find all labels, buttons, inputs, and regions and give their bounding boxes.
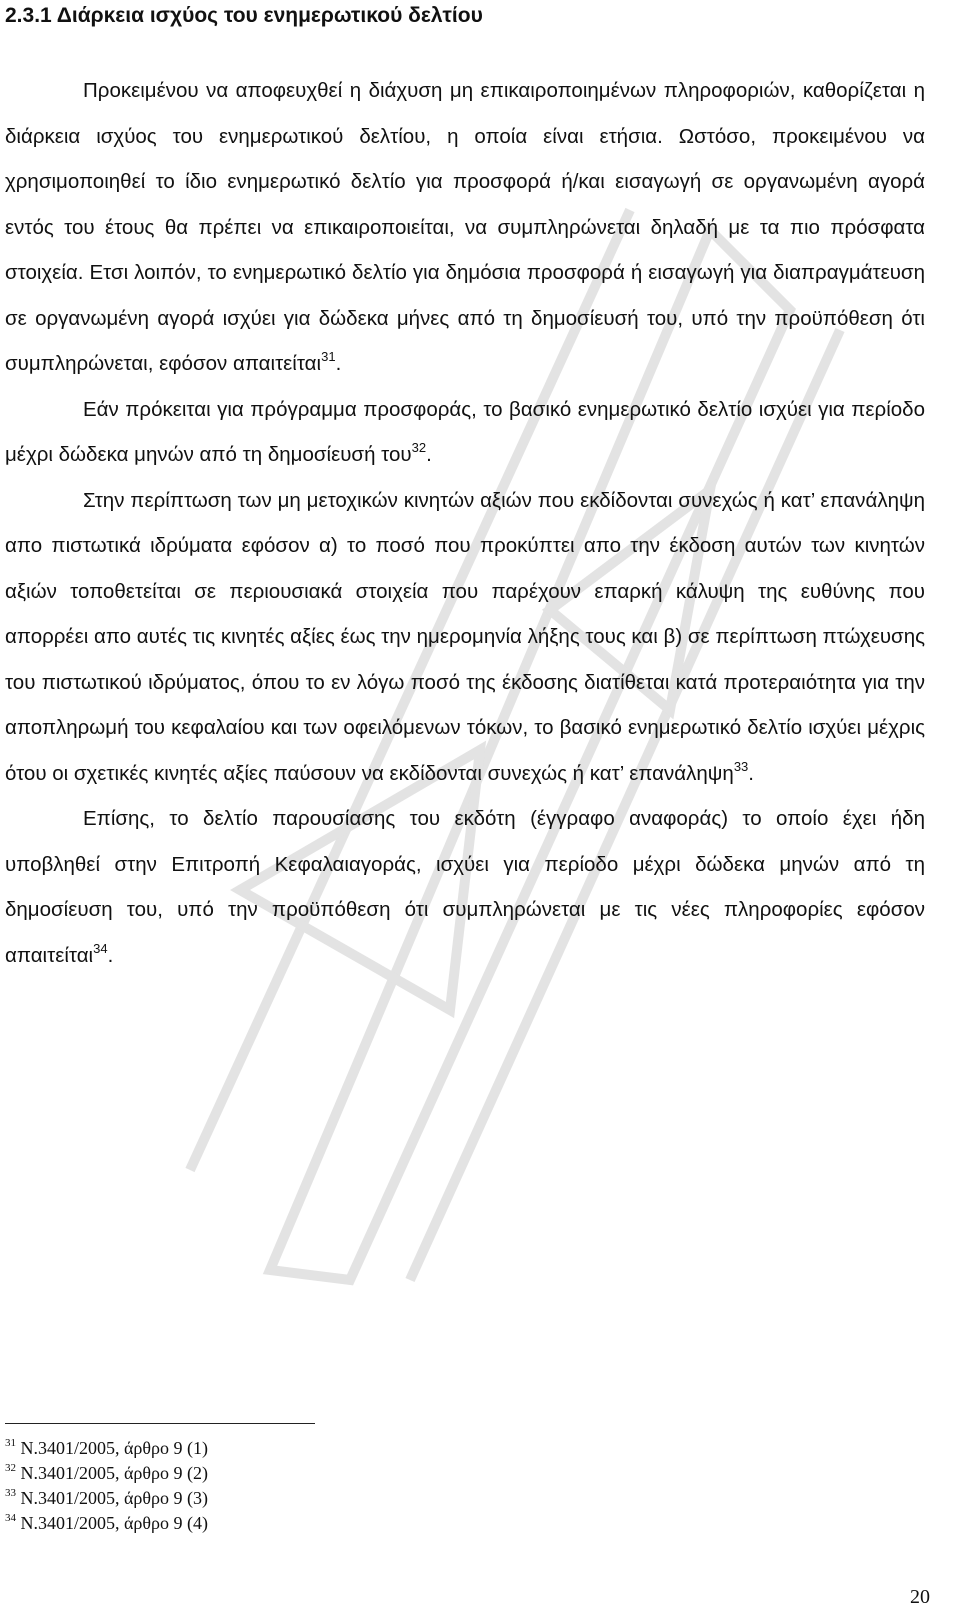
paragraph: Εάν πρόκειται για πρόγραμμα προσφοράς, το βασικό ενημερωτικό δελτίο ισχύει για περίοδο μέχρι δώδεκα μηνών από τη δημοσίευσή του$^{32}$.	[5, 397, 925, 466]
footnote	[5, 1436, 208, 1461]
section-title: 2.3.1 Διάρκεια ισχύος του ενημερωτικού δελτίου	[5, 4, 483, 27]
paragraph: Στην περίπτωση των μη μετοχικών κινητών αξιών που εκδίδονται συνεχώς ή κατ’ επανάληψη απο πιστωτικά ιδρύματα εφόσον α) το ποσό που προκύπτει απο την έκδοση αυτών των κινητών αξιών τοποθετείται σε περιουσιακά στοιχεία που παρέχουν επαρκή κάλυψη της ευθύνης που απορρέει απο αυτές τις κινητές αξίες έως την ημερομηνία λήξης τους και β) σε περίπτωση πτώχευσης του πιστωτικού ιδρύματος, όπου το εν λόγω ποσό της έκδοσης διατίθεται κατά προτεραιότητα για την αποπληρωμή του κεφαλαίου και των οφειλόμενων τόκων, το βασικό ενημερωτικό δελτίο ισχύει μέχρις ότου οι σχετικές κινητές αξίες παύσουν να εκδίδονται συνεχώς ή κατ’ επανάληψη$^{33}$.	[5, 488, 925, 785]
footnote-ref[interactable]: 34	[93, 940, 108, 956]
footnote-ref[interactable]: 32	[411, 440, 427, 455]
footnote	[5, 1486, 208, 1511]
footnotes	[5, 1436, 208, 1536]
footnote	[5, 1511, 208, 1536]
footnote-number: 33	[5, 1487, 16, 1499]
paragraph: Επίσης, το δελτίο παρουσίασης του εκδότη (έγγραφο αναφοράς) το οποίο έχει ήδη υποβληθεί στην Επιτροπή Κεφαλαιαγοράς, ισχύει για περίοδο μέχρι δώδεκα μηνών από τη δημοσίευση του, υπό την προϋπόθεση ότι συμπληρώνεται με τις νέες πληροφορίες εφόσον απαιτείται$^{34}$.	[5, 807, 925, 967]
paragraph-text: Επίσης, το δελτίο παρουσίασης του εκδότη (έγγραφο αναφοράς) το οποίο έχει ήδη υποβληθεί στην Επιτροπή Κεφαλαιαγοράς, ισχύει για περίοδο μέχρι δώδεκα μηνών από τη δημοσίευση του, υπό την προϋπόθεση ότι συμπληρώνεται με τις νέες πληροφορίες εφόσον απαιτείται	[5, 807, 925, 967]
footnote-text: Ν.3401/2005, άρθρο 9 (2)	[20, 1463, 209, 1483]
footnote-text: Ν.3401/2005, άρθρο 9 (1)	[20, 1438, 209, 1458]
paragraph-text: Στην περίπτωση των μη μετοχικών κινητών αξιών που εκδίδονται συνεχώς ή κατ’ επανάληψη απο πιστωτικά ιδρύματα εφόσον α) το ποσό που προκύπτει απο την έκδοση αυτών των κινητών αξιών τοποθετείται σε περιουσιακά στοιχεία που παρέχουν επαρκή κάλυψη της ευθύνης που απορρέει απο αυτές τις κινητές αξίες έως την ημερομηνία λήξης τους και β) σε περίπτωση πτώχευσης του πιστωτικού ιδρύματος, όπου το εν λόγω ποσό της έκδοσης διατίθεται κατά προτεραιότητα για την αποπληρωμή του κεφαλαίου και των οφειλόμενων τόκων, το βασικό ενημερωτικό δελτίο ισχύει μέχρις ότου οι σχετικές κινητές αξίες παύσουν να εκδίδονται συνεχώς ή κατ’ επανάληψη	[5, 488, 925, 785]
footnote-divider	[5, 1423, 315, 1424]
footnote-ref[interactable]: 33	[733, 758, 749, 774]
footnote-number: 31	[5, 1437, 16, 1449]
footnote-text: Ν.3401/2005, άρθρο 9 (3)	[20, 1488, 209, 1508]
paragraph-text: Εάν πρόκειται για πρόγραμμα προσφοράς, το βασικό ενημερωτικό δελτίο ισχύει για περίοδο μέχρι δώδεκα μηνών από τη δημοσίευσή του	[5, 397, 925, 466]
paragraph: Προκειμένου να αποφευχθεί η διάχυση μη επικαιροποιημένων πληροφοριών, καθορίζεται η διάρκεια ισχύος του ενημερωτικού δελτίου, η οποία είναι ετήσια. Ωστόσο, προκειμένου να χρησιμοποιηθεί το ίδιο ενημερωτικό δελτίο για προσφορά ή/και εισαγωγή σε οργανωμένη αγορά εντός του έτους θα πρέπει να επικαιροποιείται, να συμπληρώνεται δηλαδή με τα πιο πρόσφατα στοιχεία. Ετσι λοιπόν, το ενημερωτικό δελτίο για δημόσια προσφορά ή εισαγωγή για διαπραγμάτευση σε οργανωμένη αγορά ισχύει για δώδεκα μήνες από τη δημοσίευσή του, υπό την προϋπόθεση ότι συμπληρώνεται, εφόσον απαιτείται$^{31}$.	[5, 79, 925, 375]
page-number: 20	[910, 1586, 930, 1608]
footnote-number: 32	[5, 1462, 16, 1474]
paragraph-text: Προκειμένου να αποφευχθεί η διάχυση μη επικαιροποιημένων πληροφοριών, καθορίζεται η διάρκεια ισχύος του ενημερωτικού δελτίου, η οποία είναι ετήσια. Ωστόσο, προκειμένου να χρησιμοποιηθεί το ίδιο ενημερωτικό δελτίο για προσφορά ή/και εισαγωγή σε οργανωμένη αγορά εντός του έτους θα πρέπει να επικαιροποιείται, να συμπληρώνεται δηλαδή με τα πιο πρόσφατα στοιχεία. Ετσι λοιπόν, το ενημερωτικό δελτίο για δημόσια προσφορά ή εισαγωγή για διαπραγμάτευση σε οργανωμένη αγορά ισχύει για δώδεκα μήνες από τη δημοσίευσή του, υπό την προϋπόθεση ότι συμπληρώνεται, εφόσον απαιτείται	[5, 79, 925, 375]
footnote-number: 34	[5, 1512, 16, 1524]
footnote	[5, 1461, 208, 1486]
footnote-text: Ν.3401/2005, άρθρο 9 (4)	[20, 1513, 209, 1533]
body-text	[5, 68, 925, 978]
footnote-ref[interactable]: 31	[321, 349, 336, 364]
